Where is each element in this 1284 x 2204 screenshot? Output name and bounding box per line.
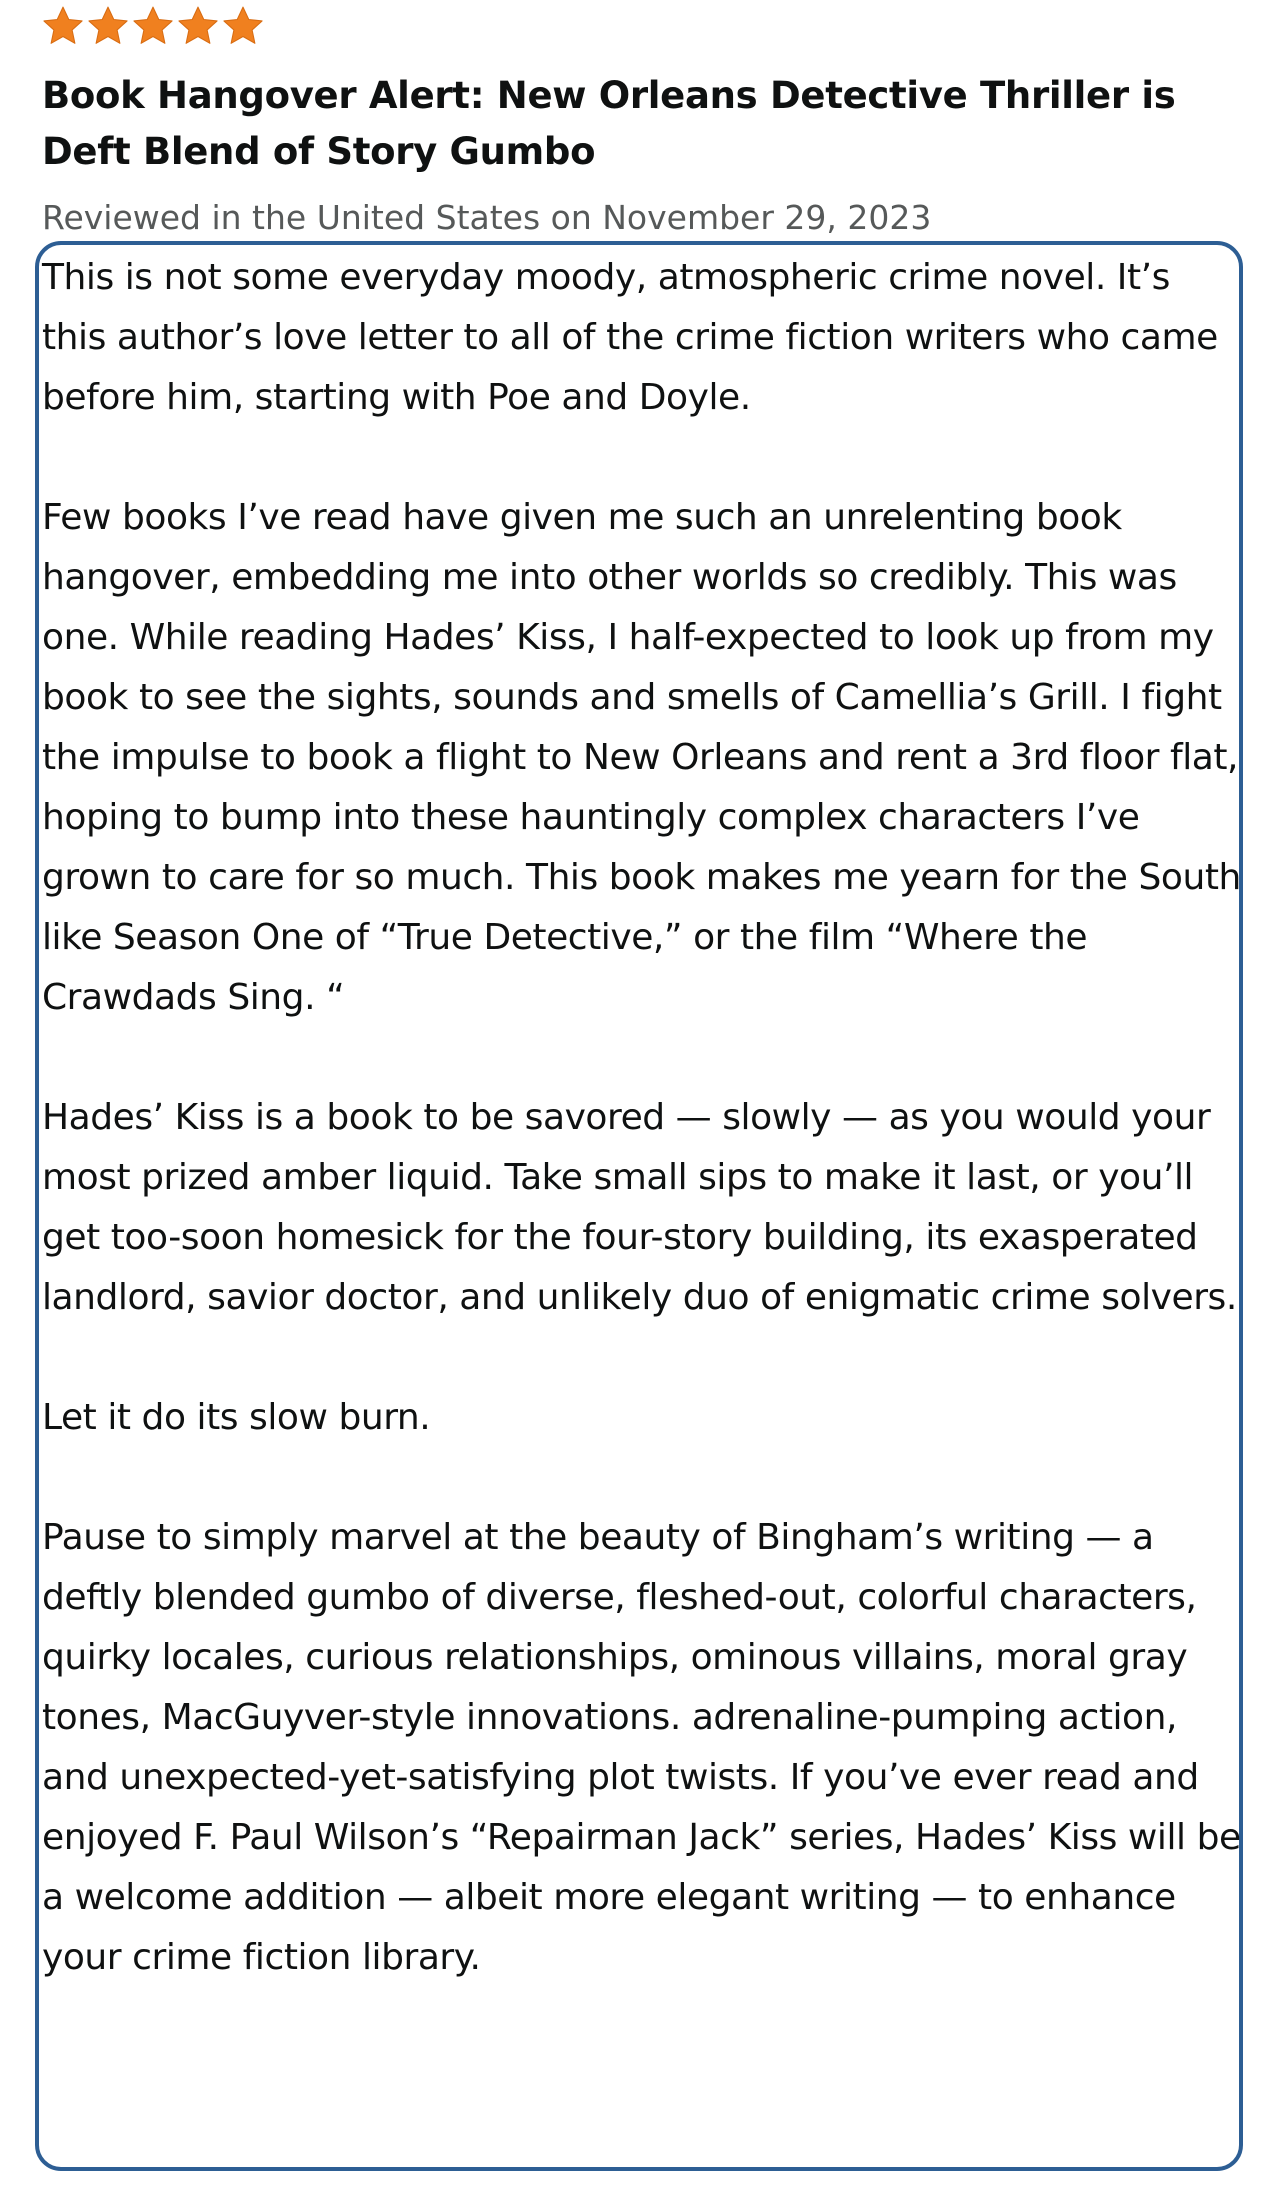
review-paragraph: Few books I’ve read have given me such an unrelenting book hangover, embedding me into other worlds so credibly. This was one. While reading Hades’ Kiss, I half-expected to look up from my book to see the sights, sounds and smells of Camellia’s Grill. I fight the impulse to book a flight to New Orleans and rent a 3rd floor flat, hoping to bump into these hauntingly complex characters I’ve grown to care for so much. This book makes me yearn for the South like Season One of “True Detective,” or the film “Where the Crawdads Sing. “	[42, 497, 1241, 1018]
star-icon	[177, 5, 219, 47]
star-rating	[42, 2, 264, 50]
review-paragraph: This is not some everyday moody, atmospheric crime novel. It’s this author’s love letter to all of the crime fiction writers who came before him, starting with Poe and Doyle.	[42, 257, 1218, 418]
review-paragraph: Let it do its slow burn.	[42, 1397, 431, 1438]
star-icon	[132, 5, 174, 47]
star-icon	[222, 5, 264, 47]
star-icon	[42, 5, 84, 47]
review-body	[42, 248, 1242, 1988]
review-paragraph: Hades’ Kiss is a book to be savored — slowly — as you would your most prized amber liquid. Take small sips to make it last, or you’ll get too-soon homesick for the four-story building, its exasperated landlord, savior doctor, and unlikely duo of enigmatic crime solvers.	[42, 1097, 1237, 1318]
review-date: Reviewed in the United States on November 29, 2023	[42, 198, 932, 237]
review-title[interactable]: Book Hangover Alert: New Orleans Detective Thriller is Deft Blend of Story Gumbo	[42, 74, 1176, 173]
star-icon	[87, 5, 129, 47]
review-paragraph: Pause to simply marvel at the beauty of Bingham’s writing — a deftly blended gumbo of diverse, fleshed-out, colorful characters, quirky locales, curious relationships, ominous villains, moral gray tones, MacGuyver-style innovations. adrenaline-pumping action, and unexpected-yet-satisfying plot twists. If you’ve ever read and enjoyed F. Paul Wilson’s “Repairman Jack” series, Hades’ Kiss will be a welcome addition — albeit more elegant writing — to enhance your crime fiction library.	[42, 1517, 1241, 1978]
